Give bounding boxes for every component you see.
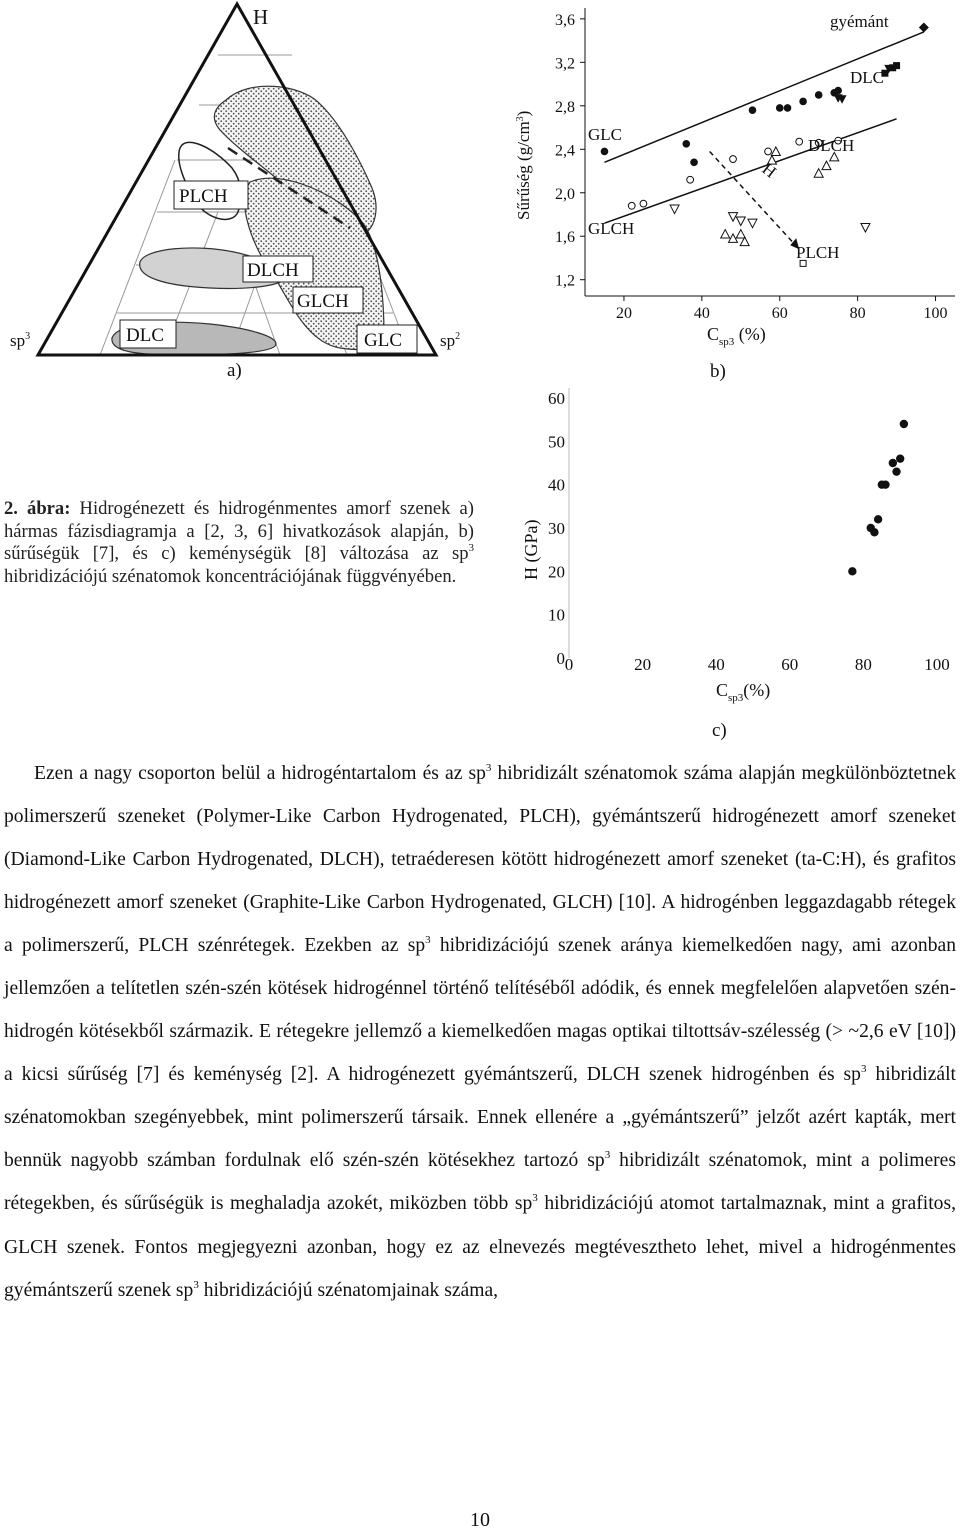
body-segment: hibridizációjú szenek aránya kiemelkedően nagy, ami azonban jellemzően a telítetlen szén-szén kötések hidrogénnel történő telítéséből adódik, és ennek megfelelően alapvetően szén-hidrogén kötésekből származik. E rétegekre jellemző a kiemelkedően magas optikai tiltottsáv-szélesség (> ~2,6 eV [10]) a kicsi sűrűség [7] és keménység [2]. A hidrogénezett gyémántszerű, DLCH szenek hidrogénben és sp bbox=[4, 935, 957, 1086]
density-point-open-triangle-up bbox=[736, 230, 745, 239]
density-point-filled-circle bbox=[776, 104, 784, 112]
svg-text:DLCH: DLCH bbox=[247, 260, 299, 281]
body-segment: Ezen a nagy csoporton belül a hidrogéntartalom és az sp bbox=[34, 763, 486, 784]
density-point-filled-diamond bbox=[919, 23, 929, 33]
density-y-tick-label: 2,0 bbox=[555, 185, 575, 203]
hardness-y-tick-label: 50 bbox=[548, 432, 565, 452]
body-sup: 3 bbox=[485, 762, 492, 774]
annotation-h: H bbox=[758, 159, 780, 182]
density-y-tick-label: 2,4 bbox=[555, 142, 575, 160]
hardness-x-tick-label: 60 bbox=[781, 655, 799, 674]
figure-caption bbox=[4, 498, 474, 588]
panel-label-c: c) bbox=[712, 720, 727, 741]
hardness-point bbox=[870, 528, 878, 536]
hardness-point bbox=[896, 454, 904, 462]
body-sup: 3 bbox=[532, 1192, 538, 1205]
density-y-tick-label: 3,6 bbox=[555, 11, 575, 29]
density-x-tick-label: 60 bbox=[771, 305, 788, 322]
hardness-y-tick-label: 10 bbox=[548, 605, 565, 625]
hardness-x-tick-label: 100 bbox=[924, 655, 950, 674]
hardness-chart bbox=[505, 380, 960, 710]
density-point-open-triangle-up bbox=[822, 161, 831, 170]
density-point-open-triangle-down bbox=[748, 219, 757, 228]
density-y-tick-label: 1,6 bbox=[555, 229, 575, 247]
label-box-dlc bbox=[120, 320, 176, 348]
hardness-x-tick-label: 20 bbox=[634, 655, 652, 674]
svg-text:DLC: DLC bbox=[126, 325, 164, 346]
label-box-glch bbox=[293, 287, 363, 313]
density-point-filled-circle bbox=[784, 104, 792, 112]
body-segment: hibridizációjú atomot tartalmaznak, mint a grafitos, GLCH szenek. Fontos megjegyezni azonban, hogy ez az elnevezés megtévesztheto lehet, mivel a hidrogénmentes gyémántszerű szenek sp bbox=[4, 1193, 956, 1301]
density-point-open-triangle-up bbox=[771, 147, 780, 156]
density-point-filled-circle bbox=[834, 87, 842, 95]
hardness-x-axis-label: $C_{sp3}(\%)$ bbox=[716, 680, 771, 704]
body-sup: 3 bbox=[604, 1149, 611, 1162]
annotation-glc: GLC bbox=[588, 125, 622, 144]
density-point-open-circle bbox=[730, 156, 737, 163]
panel-label-a: a) bbox=[227, 360, 242, 381]
body-paragraph bbox=[4, 752, 956, 1312]
panel-label-b: b) bbox=[710, 361, 726, 382]
body-text bbox=[4, 752, 956, 1312]
density-point-filled-square bbox=[893, 62, 900, 69]
caption-number: 2. ábra: bbox=[4, 498, 71, 519]
page-number: 10 bbox=[470, 1509, 490, 1531]
hardness-y-tick-label: 30 bbox=[548, 519, 565, 538]
density-trend-line bbox=[604, 32, 923, 162]
hardness-point bbox=[889, 459, 897, 467]
density-point-filled-circle bbox=[815, 91, 823, 99]
body-sup: 3 bbox=[193, 1278, 199, 1291]
hardness-x-tick-label: 80 bbox=[854, 655, 872, 674]
annotation-plch: PLCH bbox=[796, 243, 840, 262]
density-chart bbox=[505, 0, 960, 360]
annotation-dlc: DLC bbox=[850, 68, 884, 87]
label-sp3: $sp^3$ bbox=[10, 331, 31, 350]
annotation-glch: GLCH bbox=[588, 219, 635, 238]
density-y-tick-label: 3,2 bbox=[555, 55, 575, 73]
body-segment: hibridizált szénatomok száma alapján megkülönböztetnek polimerszerű szeneket (Polymer-Like Carbon Hydrogenated, PLCH), gyémántszerű hidrogénezett amorf szeneket (Diamond-Like Carbon Hydrogenated, DLCH), tetraéderesen kötött hidrogénezett amorf szeneket (ta-C:H), és grafitos hidrogénezett amorf szeneket (Graphite-Like Carbon Hydrogenated, GLCH) [10]. A hidrogénben leggazdagabb rétegek a polimerszerű, PLCH szénrétegek. Ezekben az sp bbox=[4, 763, 956, 957]
svg-text:PLCH: PLCH bbox=[179, 186, 228, 207]
density-point-filled-circle bbox=[601, 148, 609, 156]
hardness-point bbox=[881, 480, 889, 488]
density-point-open-triangle-down bbox=[861, 224, 870, 233]
label-box-plch bbox=[174, 181, 248, 209]
body-segment: hibridizált szénatomok, mint a polimeres rétegekben, és sűrűségük is meghaladja azokét, miközben több sp bbox=[4, 1150, 956, 1215]
hardness-x-tick-label: 0 bbox=[564, 655, 574, 674]
body-sup: 3 bbox=[425, 934, 431, 947]
annotation-gyemant: gyémánt bbox=[830, 12, 889, 31]
density-y-axis-label: Sűrűség $(g/cm^3)$ bbox=[514, 110, 533, 220]
density-point-filled-circle bbox=[749, 106, 757, 114]
svg-text:GLC: GLC bbox=[364, 330, 402, 351]
body-segment: hibridizált szénatomokban szegényebbek, mint polimerszerű társaik. Ennek ellenére a „gyémántszerű” jelzőt azért kapták, mert bennük nagyobb számban fordulnak elő szén-szén kötésekhez tartozó sp bbox=[4, 1064, 956, 1172]
caption-sup: 3 bbox=[468, 542, 474, 554]
density-point-open-circle bbox=[765, 148, 772, 155]
svg-text:GLCH: GLCH bbox=[297, 291, 349, 312]
ternary-diagram bbox=[0, 0, 480, 385]
density-point-filled-circle bbox=[690, 159, 698, 167]
density-x-tick-label: 100 bbox=[923, 305, 948, 322]
density-point-open-triangle-down bbox=[670, 205, 679, 214]
hardness-x-tick-label: 40 bbox=[707, 655, 725, 674]
density-trend-line bbox=[604, 119, 896, 223]
body-sup: 3 bbox=[860, 1063, 867, 1076]
hardness-y-tick-label: 0 bbox=[556, 649, 565, 668]
label-box-dlch bbox=[243, 256, 313, 282]
density-point-filled-circle bbox=[799, 98, 807, 106]
hardness-point bbox=[900, 420, 908, 428]
density-point-open-circle bbox=[796, 138, 803, 145]
density-point-open-circle bbox=[640, 200, 647, 207]
density-y-tick-label: 1,2 bbox=[555, 272, 575, 290]
label-box-glc bbox=[357, 325, 417, 353]
density-point-open-triangle-up bbox=[721, 230, 730, 239]
density-x-tick-label: 40 bbox=[693, 305, 710, 322]
density-point-open-circle bbox=[687, 176, 694, 183]
annotation-dlch: DLCH bbox=[808, 136, 855, 155]
caption-text-1: Hidrogénezett és hidrogénmentes amorf szenek a) hármas fázisdiagramja a [2, 3, 6] hivatkozások alapján, b) sűrűségük [7], és c) keménységük [8] változása az sp bbox=[4, 498, 474, 564]
hardness-y-tick-label: 20 bbox=[548, 562, 565, 582]
density-y-tick-label: 2,8 bbox=[555, 98, 575, 116]
hardness-y-tick-label: 60 bbox=[548, 389, 565, 408]
hardness-y-axis-label: H (GPa) bbox=[521, 519, 541, 580]
hardness-point bbox=[848, 567, 856, 575]
density-x-tick-label: 80 bbox=[849, 305, 866, 322]
density-point-open-circle bbox=[628, 202, 635, 209]
hardness-point bbox=[892, 467, 900, 475]
density-point-open-triangle-down bbox=[736, 217, 745, 226]
density-x-tick-label: 20 bbox=[615, 305, 632, 322]
label-sp2: $sp^2$ bbox=[440, 331, 461, 350]
label-h: H bbox=[253, 5, 269, 29]
hardness-y-tick-label: 40 bbox=[548, 475, 565, 495]
caption-text-2: hibridizációjú szénatomok koncentrációjának függvényében. bbox=[4, 565, 457, 587]
density-x-axis-label: $C_{sp3}$ (%) bbox=[707, 324, 766, 348]
hardness-point bbox=[874, 515, 882, 523]
body-segment: hibridizációjú szénatomjainak száma, bbox=[198, 1279, 499, 1301]
density-point-filled-circle bbox=[682, 140, 690, 148]
